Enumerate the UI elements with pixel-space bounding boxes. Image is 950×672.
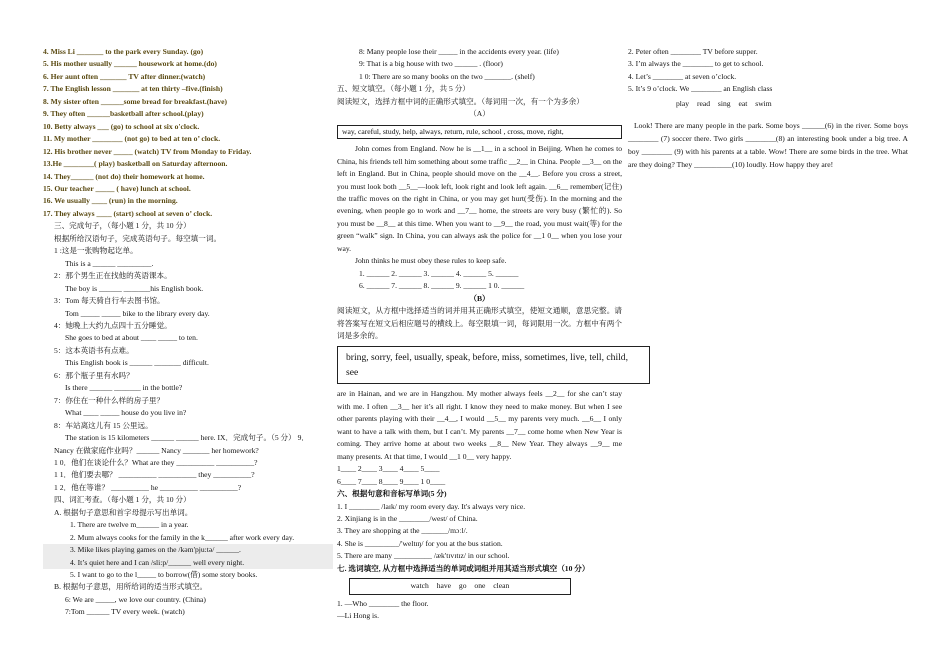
exercise-line: 5. I want to go to the l_____ to borrow(借) some story books. — [70, 570, 258, 580]
answer-lines-a2: 6. ______ 7. ______ 8. ______ 9. ______ 1 0. ______ — [359, 281, 525, 291]
exercise-line: 3：Tom 每天骑自行车去图书馆。 — [54, 296, 165, 306]
part-b-intro: 阅读短文，从方框中选择适当的词并用其正确形式填空，使短文通顺，意思完整。请将答案写在短文后相应题号的横线上。每空限填一词，每词限用一次。方框中有两个词是多余的。 — [337, 306, 622, 340]
exercise-line: 4. She is _________/'weltɪŋ/ for you at the bus station. — [337, 538, 503, 548]
exercise-line: 15. Our teacher _____ ( have) lunch at school. — [43, 183, 191, 193]
exercise-line: 三、完成句子，（每小题 1 分，共 10 分） — [54, 221, 191, 231]
exercise-line: What ____ _____ house do you live in? — [65, 408, 187, 418]
vocab-items-continued — [337, 46, 622, 108]
exercise-line: 2. Xinjiang is in the ________/west/ of China. — [337, 513, 478, 523]
passage-b: are in Hainan, and we are in Hangzhou. My mother always feels __2__ for she can’t stay with me. I often __3__ her it’s all right. I know they need to make money. But when I see other parents playing with their __4__, I would __5__ my parents very much. __6__ I only want to have a talk with them, but I can’t. My parents __7__ come home when New Year is coming. They arrive home at about two weeks __8__ New Year. They always __9__ me many presents. At that time, I would __1 0__ very happy. — [337, 389, 622, 461]
exercise-line: 14. They______ (not do) their homework at home. — [43, 171, 205, 181]
section-seven-items — [337, 598, 622, 623]
exercise-line: 4. It’s quiet here and I can /sli:p/______ well every night. — [43, 557, 333, 569]
exercise-line: 4. Let’s ________ at seven o’clock. — [628, 71, 737, 81]
exercise-line: Is there ______ _______ in the bottle? — [65, 383, 183, 393]
exercise-line: Tom _____ _____ bike to the library every day. — [65, 308, 210, 318]
word-box-seven: watch have go one clean — [349, 578, 571, 594]
exercise-line: This is a ______ _________. — [65, 258, 154, 268]
exercise-line: —Li Hong is. — [337, 611, 379, 621]
exercise-line: 4：她晚上大约九点四十五分睡觉。 — [54, 320, 172, 330]
exercise-line: 1. There are twelve m______ in a year. — [70, 520, 189, 530]
exercise-line: 阅读短文，选择方框中词的正确形式填空。（每词用一次，有一个为多余） — [337, 96, 584, 106]
exercise-line: 1 0．他们在谈论什么？What are they __________ __________? — [54, 457, 258, 467]
exercise-line: 3. They are shopping at the _______/mɔːl/. — [337, 526, 468, 536]
answer-lines-b1: 1____ 2____ 3____ 4____ 5____ — [337, 464, 440, 474]
exercise-line: 2：那个男生正在找他的英语课本。 — [54, 271, 172, 281]
exercise-line: 8: Many people lose their _____ in the accidents every year. (life) — [359, 47, 559, 56]
exercise-line: 9. They often ______basketball after school.(play) — [43, 109, 204, 119]
exercise-line: 五、短文填空。（每小题 1 分，共 5 分） — [337, 84, 470, 94]
column-left — [43, 46, 333, 619]
exercise-line: 6: We are _____, we love our country. (China) — [65, 594, 206, 604]
exercise-line: 5. There are many __________ /æk'tɪvɪtɪz/ in our school. — [337, 551, 510, 561]
column-middle — [337, 46, 628, 623]
exercise-line: 16. We usually ____ (run) in the morning. — [43, 196, 178, 206]
exercise-line: 17. They always ____ (start) school at seven o’ clock. — [43, 208, 213, 218]
exercise-line: 7:Tom ______ TV every week. (watch) — [65, 607, 185, 617]
section-seven-items-continued — [628, 46, 908, 96]
answer-lines-b2: 6____ 7____ 8____ 9____ 1 0____ — [337, 476, 446, 486]
exercise-line: 8：车站离这儿有 15 公里远。 — [54, 420, 153, 430]
exercise-line: 9: That is a big house with two ______ . (floor) — [359, 59, 503, 69]
exercise-line: 5. It’s 9 o’clock. We ________ an English class — [628, 84, 773, 94]
exercise-line: The station is 15 kilometers ______ ______ here. IX．完成句子。（5 分） 9． — [65, 433, 310, 443]
exercise-line: 10. Betty always ___ (go) to school at six o'clock. — [43, 121, 200, 131]
exercise-line: The boy is ______ _______his English book. — [65, 283, 204, 293]
section-six-items — [337, 501, 622, 563]
section-six-title: 六、根据句意和音标写单词(5 分) — [337, 489, 447, 499]
exercise-line: 根据所给汉语句子，完成英语句子。每空填一词。 — [54, 233, 222, 243]
exercise-line: 7：你住在一种什么样的房子里？ — [54, 395, 165, 405]
part-b-title: （B） — [469, 293, 490, 303]
exercise-line: 8. My sister often ______some bread for breakfast.(have) — [43, 96, 227, 106]
exercise-line: 1 1．他们要去哪？ __________ __________ they __________? — [54, 470, 255, 480]
exercise-line: 11. My mother ________ (not go) to bed at ten o’ clock. — [43, 134, 221, 144]
exercise-line: A. 根据句子意思和首字母提示写出单词。 — [54, 507, 193, 517]
exercise-line: 5. His mother usually ______ housework at home.(do) — [43, 59, 217, 69]
exercise-line: 4. Miss Li _______ to the park every Sunday. (go) — [43, 47, 204, 56]
exercise-line: This English book is ______ _______ difficult. — [65, 358, 209, 368]
exercise-line: 2. Peter often ________ TV before supper. — [628, 47, 758, 56]
exercise-line: 6：那个瓶子里有水吗？ — [54, 370, 134, 380]
exercise-line: Nancy 在做家庭作业吗？______ Nancy _______ her homework? — [54, 445, 259, 455]
exercise-line: 3. I’m always the ________ to get to school. — [628, 59, 764, 69]
word-box-a: way, careful, study, help, always, return, rule, school , cross, move, right, — [337, 125, 622, 139]
word-list-c: play read sing eat swim — [676, 98, 772, 108]
section-seven-title: 七. 选词填空, 从方框中选择适当的单词或词组并用其适当形式填空（10 分） — [337, 563, 590, 573]
answer-lines-a1: 1. ______ 2. ______ 3. ______ 4. ______ 5. ______ — [359, 268, 519, 278]
exercise-line: 6. Her aunt often _______ TV after dinner.(watch) — [43, 71, 206, 81]
passage-c: Look! There are many people in the park. Some boys ______(6) in the river. Some boys ________ (7) soccer there. Two girls ________(8) an interesting book under a big tree. A boy ________ (9) with his parents at a table. Wow! There are some birds in the tree. What are they doing? They __________(10) loudly. How happy they are! — [628, 121, 908, 169]
part-a-title: （A） — [469, 109, 490, 119]
exercise-line: 3. Mike likes playing games on the /kəm'pju:tə/ ______. — [43, 544, 333, 556]
exercise-line: B. 根据句子意思，用所给词的适当形式填空。 — [54, 582, 208, 592]
passage-a-end: John thinks he must obey these rules to keep safe. — [355, 256, 507, 266]
passage-a: John comes from England. Now he is __1__ in a school in Beijing. When he comes to China, his friends tell him something about some traffic __2__ in China. People __3__ on the left in England. But in China, people should move on the __4__. Before you cross a street, you must look both __5__—look left, look right and look left again. __6__ remember(记住) the traffic moves on the right in China, or you may get hurt(受伤). In the morning and the evening, when people go to work and __7__ home, the streets are very busy (繁忙的). So you must be __8__ at this time. When you want to __9__ the road, you must wait(等) for the green “walk” sign. In China, you can always ask the police for __1 0__ when you lose your way. — [337, 144, 622, 253]
word-box-b: bring, sorry, feel, usually, speak, before, miss, sometimes, live, tell, child, see — [337, 346, 650, 384]
exercise-line: 12. His brother never _____ (watch) TV from Monday to Friday. — [43, 146, 252, 156]
exercise-line: 13.He ________( play) basketball on Saturday afternoon. — [43, 159, 228, 169]
exercise-line: She goes to bed at about ____ _____ to ten. — [65, 333, 198, 343]
exercise-line: 7. The English lesson _______ at ten thirty –five.(finish) — [43, 84, 223, 94]
exercise-line: 2. Mum always cooks for the family in the k______ after work every day. — [70, 532, 295, 542]
exercise-line: 四、词汇考查。（每小题 1 分，共 10 分） — [54, 495, 191, 505]
exercise-line: 1 2．他在等谁？ __________ he __________ __________? — [54, 482, 242, 492]
exercise-line: 1 0: There are so many books on the two _______. (shelf) — [359, 71, 535, 81]
exercise-line: 1. —Who ________ the floor. — [337, 598, 429, 608]
column-right — [628, 46, 908, 172]
exercise-line: 5：这本英语书有点难。 — [54, 345, 134, 355]
exercise-line: 1 :这是一张购物起讫单。 — [54, 246, 138, 256]
exercise-line: 1. I ________ /laɪk/ my room every day. It's always very nice. — [337, 501, 526, 511]
